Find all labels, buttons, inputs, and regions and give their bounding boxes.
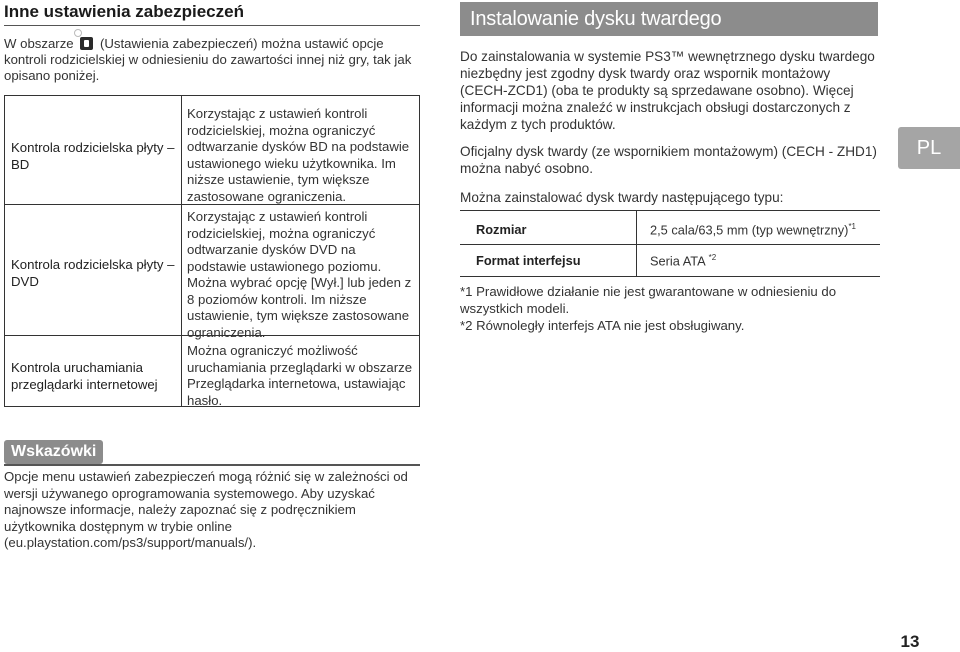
parental-control-table	[4, 95, 420, 407]
intro-text-start: W obszarze	[4, 36, 74, 51]
hdd-paragraph-types: Można zainstalować dysk twardy następującego typu:	[460, 190, 784, 205]
footnote-1: *1 Prawidłowe działanie nie jest gwarantowane w odniesieniu do wszystkich modeli.	[460, 284, 837, 316]
lock-icon	[80, 37, 93, 50]
table-column-divider	[181, 96, 182, 406]
row-desc-browser: Można ograniczyć możliwość uruchamiania przeglądarki w obszarze Przeglądarka internetowa, ustawiając hasło.	[187, 343, 413, 408]
row-desc-bd: Korzystając z ustawień kontroli rodzicielskiej, można ograniczyć odtwarzanie dysków BD na podstawie ustawionego wieku użytkownika. Im niższe ustawienie, tym większe zastosowane ograniczenia.	[187, 106, 410, 204]
footnote-ref-2: *2	[708, 253, 717, 262]
hdd-size-value	[650, 222, 856, 237]
hints-text: Opcje menu ustawień zabezpieczeń mogą różnić się w zależności od wersji używanego oprogramowania systemowego. Aby uzyskać najnowsze informacje, należy zapoznać się z podręcznikiem użytkownika dostępnym w trybie online (eu.playstation.com/ps3/support/manuals/).	[4, 469, 408, 550]
page-number: 13	[900, 632, 920, 651]
table-row-divider	[460, 244, 880, 245]
row-desc-dvd: Korzystając z ustawień kontroli rodzicielskiej, można ograniczyć odtwarzanie dysków DVD na podstawie ustawionego poziomu. Można wybrać opcję [Wył.] lub jeden z 8 poziomów kontroli. Im niższe ustawienie, tym większe zastosowane ograniczenia.	[187, 209, 412, 340]
table-column-divider	[636, 211, 637, 276]
row-label-bd: Kontrola rodzicielska płyty – BD	[11, 140, 175, 172]
intro-paragraph	[4, 36, 424, 84]
hints-badge: Wskazówki	[4, 440, 103, 464]
language-tab: PL	[898, 127, 960, 169]
intro-text-end: (Ustawienia zabezpieczeń) można ustawić opcje kontroli rodzicielskiej w odniesieniu do zawartości innej niż gry, tak jak opisano poniżej.	[4, 36, 412, 83]
hdd-paragraph-official: Oficjalny dysk twardy (ze wspornikiem montażowym) (CECH - ZHD1) można nabyć osobno.	[460, 144, 877, 176]
hdd-spec-table	[460, 210, 880, 277]
section-title-hdd: Instalowanie dysku twardego	[460, 2, 878, 36]
hdd-interface-value	[650, 253, 716, 268]
row-label-browser: Kontrola uruchamiania przeglądarki internetowej	[11, 360, 158, 392]
row-label-dvd: Kontrola rodzicielska płyty – DVD	[11, 257, 175, 289]
hints-divider	[4, 464, 420, 466]
hdd-interface-label: Format interfejsu	[476, 253, 581, 268]
hdd-interface-text: Seria ATA	[650, 253, 706, 269]
footnote-2: *2 Równoległy interfejs ATA nie jest obsługiwany.	[460, 318, 745, 333]
hdd-paragraph-requirements: Do zainstalowania w systemie PS3™ wewnętrznego dysku twardego niezbędny jest zgodny dysk twardy oraz wspornik montażowy (CECH-ZCD1) (oba te produkty są sprzedawane osobno). Więcej informacji można znaleźć w instrukcjach obsługi dostarczonych z każdym z tych produktów.	[460, 49, 875, 132]
section-title-security: Inne ustawienia zabezpieczeń	[4, 2, 420, 26]
footnote-ref-1: *1	[848, 222, 856, 231]
hdd-size-label: Rozmiar	[476, 222, 527, 237]
hdd-size-text: 2,5 cala/63,5 mm (typ wewnętrzny)	[650, 222, 849, 238]
